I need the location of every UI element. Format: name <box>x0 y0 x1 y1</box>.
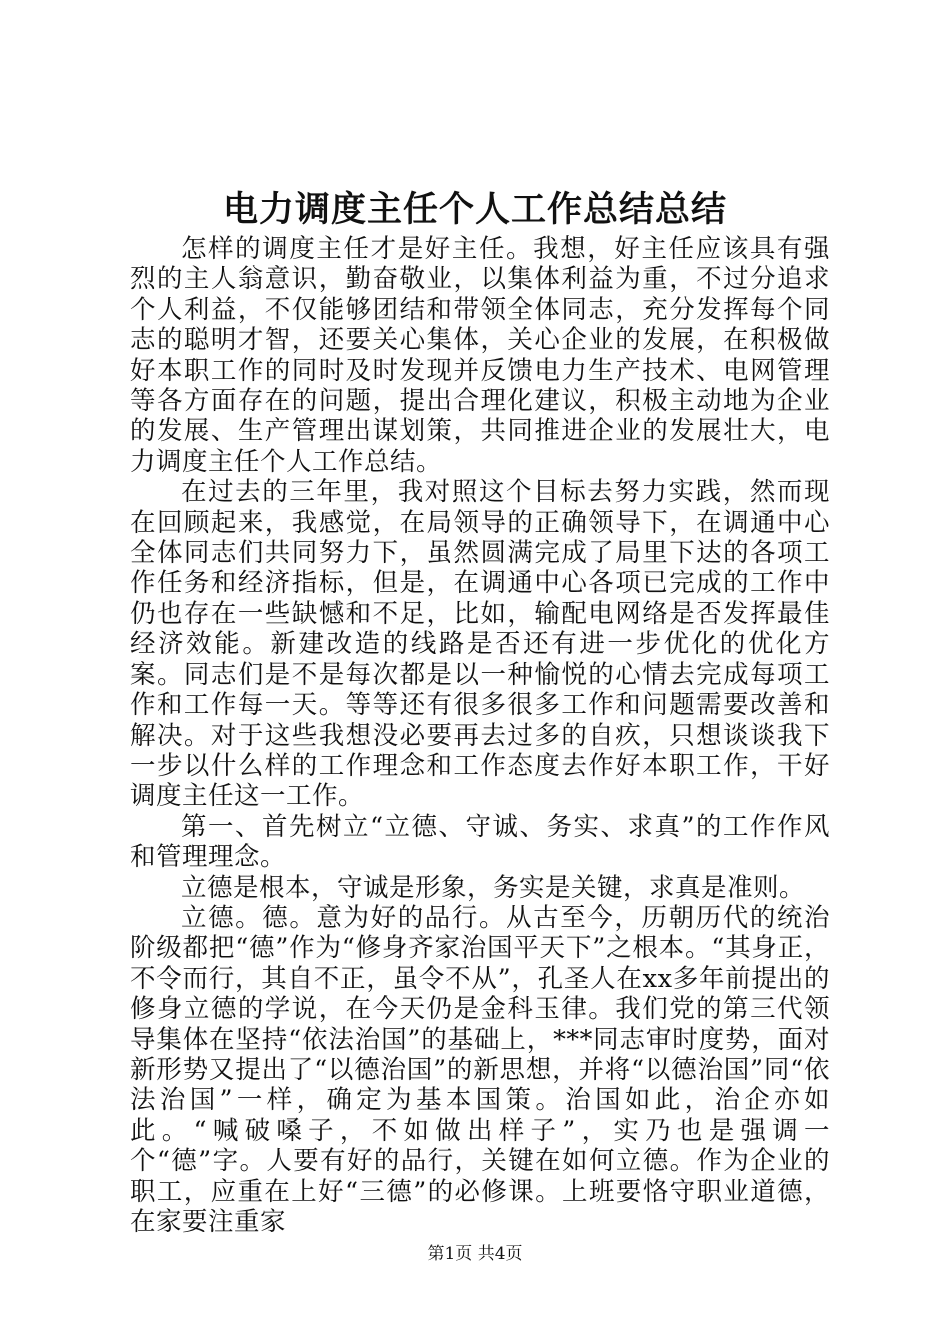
paragraph: 立德。德。意为好的品行。从古至今，历朝历代的统治阶级都把“德”作为“修身齐家治国平天下”之根本。“其身正，不令而行，其自不正，虽令不从”，孔圣人在xx多年前提出的修身立德的学说，在今天仍是金科玉律。我们党的第三代领导集体在坚持“依法治国”的基础上，***同志审时度势，面对新形势又提出了“以德治国”的新思想，并将“以德治国”同“依法治国”一样，确定为基本国策。治国如此，治企亦如此。“喊破嗓子，不如做出样子”，实乃也是强调一个“德”字。人要有好的品行，关键在如何立德。作为企业的职工，应重在上好“三德”的必修课。上班要恪守职业道德，在家要注重家 <box>130 902 830 1237</box>
paragraph: 立德是根本，守诚是形象，务实是关键，求真是准则。 <box>181 872 806 903</box>
paragraph: 第一、首先树立“立德、守诚、务实、求真”的工作作风和管理理念。 <box>130 811 830 873</box>
paragraph: 在过去的三年里，我对照这个目标去努力实践，然而现在回顾起来，我感觉，在局领导的正确领导下，在调通中心全体同志们共同努力下，虽然圆满完成了局里下达的各项工作任务和经济指标，但是，在调通中心各项已完成的工作中仍也存在一些缺憾和不足，比如，输配电网络是否发挥最佳经济效能。新建改造的线路是否还有进一步优化的优化方案。同志们是不是每次都是以一种愉悦的心情去完成每项工作和工作每一天。等等还有很多很多工作和问题需要改善和解决。对于这些我想没必要再去过多的自疚，只想谈谈我下一步以什么样的工作理念和工作态度去作好本职工作，干好调度主任这一工作。 <box>130 477 830 812</box>
document-body <box>130 234 830 1237</box>
page-indicator: 第1页 共4页 <box>427 1244 523 1264</box>
document-title: 电力调度主任个人工作总结总结 <box>222 190 727 230</box>
paragraph: 怎样的调度主任才是好主任。我想，好主任应该具有强烈的主人翁意识，勤奋敬业，以集体利益为重，不过分追求个人利益，不仅能够团结和带领全体同志，充分发挥每个同志的聪明才智，还要关心集体，关心企业的发展，在积极做好本职工作的同时及时发现并反馈电力生产技术、电网管理等各方面存在的问题，提出合理化建议，积极主动地为企业的发展、生产管理出谋划策，共同推进企业的发展壮大，电力调度主任个人工作总结。 <box>130 234 830 477</box>
